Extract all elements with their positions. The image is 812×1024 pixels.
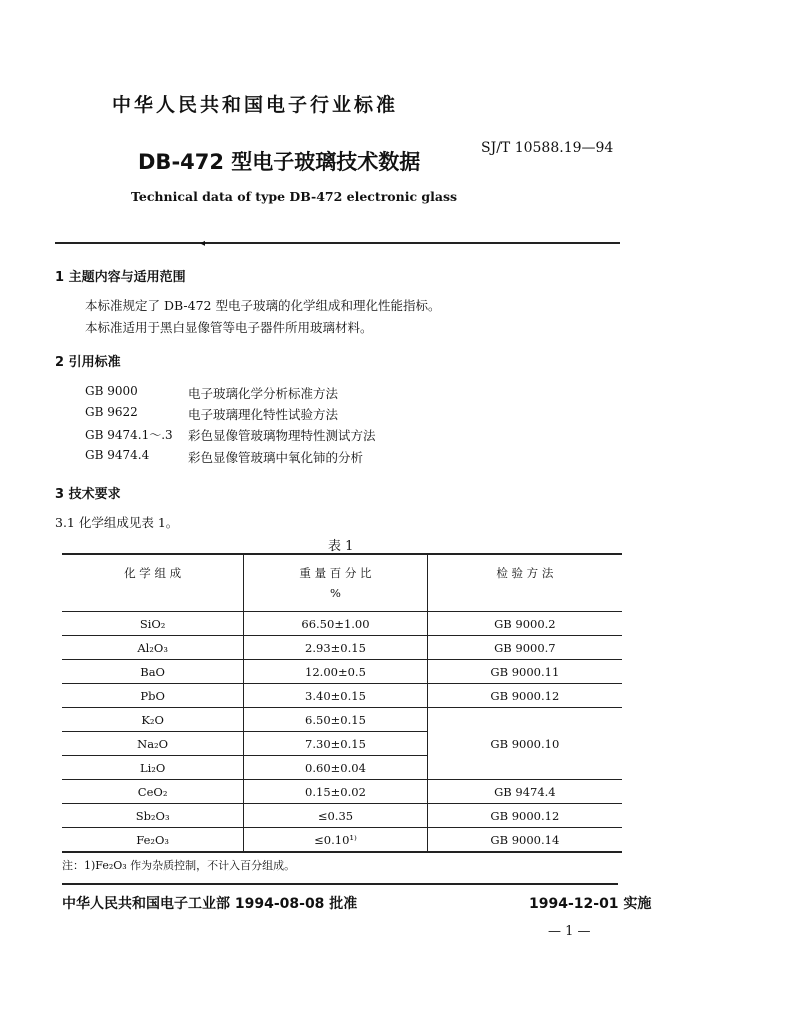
table-caption: 表 1: [328, 539, 354, 554]
section-1-paragraph-2: 本标准适用于黑白显像管等电子器件所用玻璃材料。: [85, 320, 373, 335]
table-row: [62, 804, 622, 828]
section-1-heading: 1 主题内容与适用范围: [55, 270, 186, 285]
composition-cell: Al₂O₃: [62, 636, 244, 660]
reference-code: GB 9622: [85, 405, 138, 419]
reference-code: GB 9000: [85, 384, 138, 398]
header-test-method: 检 验 方 法: [427, 554, 622, 612]
implementation-date: 1994-12-01 实施: [529, 896, 652, 912]
method-cell-merged: GB 9000.10: [427, 708, 622, 780]
approval-line: 中华人民共和国电子工业部 1994-08-08 批准: [62, 896, 358, 912]
method-cell: GB 9000.7: [427, 636, 622, 660]
section-3-heading: 3 技术要求: [55, 487, 121, 502]
subsection-3-1: 3.1 化学组成见表 1。: [55, 515, 179, 530]
top-rule: [55, 242, 620, 244]
composition-cell: PbO: [62, 684, 244, 708]
composition-cell: Sb₂O₃: [62, 804, 244, 828]
composition-cell: CeO₂: [62, 780, 244, 804]
composition-cell: BaO: [62, 660, 244, 684]
percent-cell: 3.40±0.15: [244, 684, 427, 708]
reference-title: 电子玻璃化学分析标准方法: [188, 386, 339, 401]
method-cell: GB 9000.12: [427, 804, 622, 828]
reference-code: GB 9474.4: [85, 448, 150, 462]
bottom-rule: [62, 883, 618, 885]
standard-number: SJ/T 10588.19—94: [481, 140, 614, 156]
composition-cell: K₂O: [62, 708, 244, 732]
table-footnote: 注：1)Fe₂O₃ 作为杂质控制，不计入百分组成。: [62, 859, 296, 872]
percent-cell: 12.00±0.5: [244, 660, 427, 684]
percent-cell: 66.50±1.00: [244, 612, 427, 636]
header-composition: 化 学 组 成: [62, 554, 244, 612]
table-header-row: [62, 554, 622, 612]
table-row: [62, 780, 622, 804]
table-row: [62, 828, 622, 853]
scan-mark: ◂: [200, 238, 206, 249]
percent-cell: 0.15±0.02: [244, 780, 427, 804]
table-row: [62, 660, 622, 684]
reference-title: 彩色显像管玻璃中氧化铈的分析: [188, 450, 364, 465]
chemical-composition-table: [62, 553, 622, 853]
section-2-heading: 2 引用标准: [55, 355, 121, 370]
composition-cell: Na₂O: [62, 732, 244, 756]
document-title: DB-472 型电子玻璃技术数据: [138, 150, 421, 174]
reference-title: 彩色显像管玻璃物理特性测试方法: [188, 428, 376, 443]
standard-organization-header: 中华人民共和国电子行业标准: [112, 94, 399, 116]
method-cell: GB 9000.12: [427, 684, 622, 708]
percent-cell: 7.30±0.15: [244, 732, 427, 756]
table-row: [62, 684, 622, 708]
page-number: — 1 —: [548, 924, 591, 939]
composition-cell: SiO₂: [62, 612, 244, 636]
percent-cell: 6.50±0.15: [244, 708, 427, 732]
percent-cell: 0.60±0.04: [244, 756, 427, 780]
table-row: [62, 708, 622, 732]
percent-cell: ≤0.10¹⁾: [244, 828, 427, 853]
method-cell: GB 9000.11: [427, 660, 622, 684]
table-row: [62, 612, 622, 636]
method-cell: GB 9000.2: [427, 612, 622, 636]
english-title: Technical data of type DB-472 electronic glass: [131, 189, 458, 204]
percent-cell: ≤0.35: [244, 804, 427, 828]
reference-code: GB 9474.1～.3: [85, 428, 173, 442]
method-cell: GB 9474.4: [427, 780, 622, 804]
header-weight-percent: 重 量 百 分 比 %: [244, 554, 427, 612]
percent-cell: 2.93±0.15: [244, 636, 427, 660]
section-1-paragraph-1: 本标准规定了 DB-472 型电子玻璃的化学组成和理化性能指标。: [85, 298, 441, 313]
composition-cell: Li₂O: [62, 756, 244, 780]
composition-cell: Fe₂O₃: [62, 828, 244, 853]
table-row: [62, 636, 622, 660]
reference-title: 电子玻璃理化特性试验方法: [188, 407, 339, 422]
method-cell: GB 9000.14: [427, 828, 622, 853]
